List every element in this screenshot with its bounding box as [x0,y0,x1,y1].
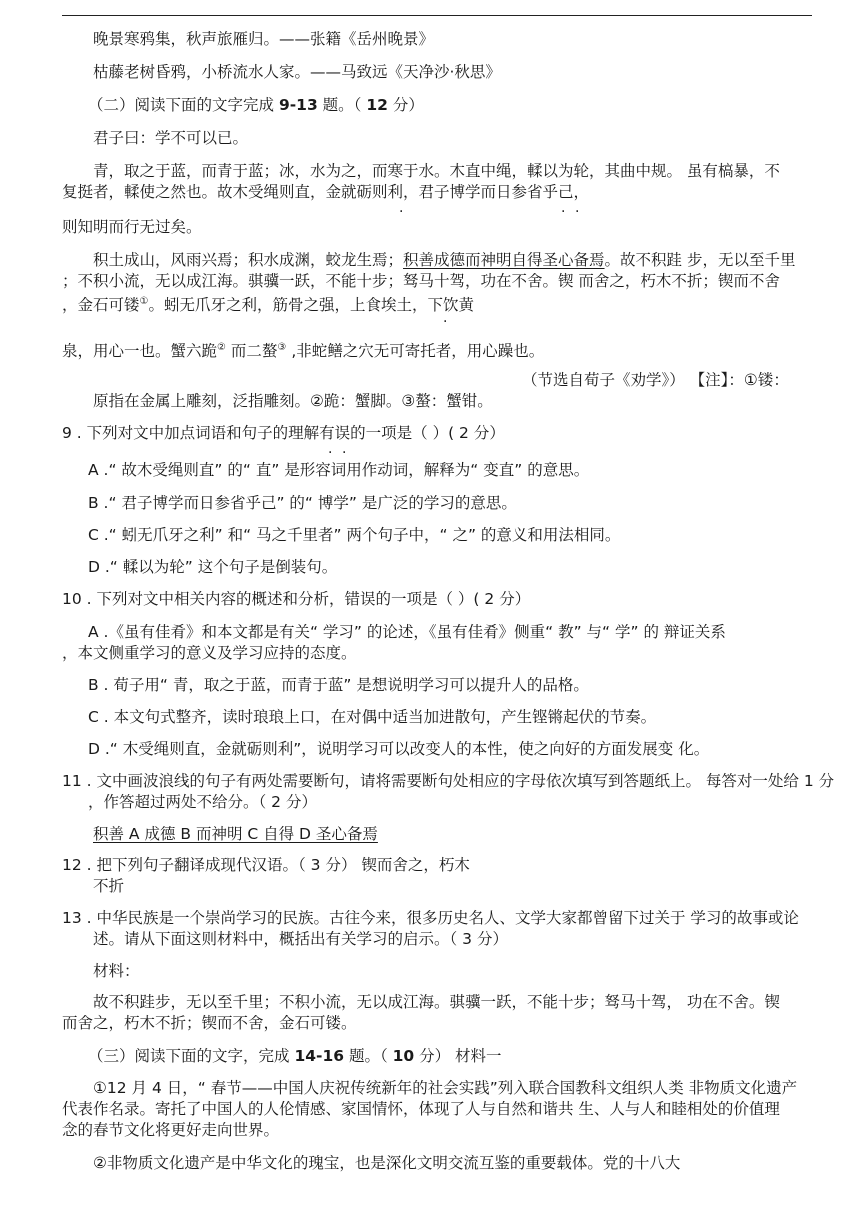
emphasis-dot: · [575,204,580,220]
question-9-option-b: B .“ 君子博学而日参省乎己” 的“ 博学” 是广泛的学习的意思。 [88,494,517,512]
material-1-line-2: 代表作名录。寄托了中国人的人伦情感、家国情怀，体现了人与自然和谐共 生、人与人和睦相处的价值理 [62,1100,780,1118]
question-10-option-b: B . 荀子用“ 青，取之于蓝，而青于蓝” 是想说明学习可以提升人的品格。 [88,676,589,694]
poem-line-2: 枯藤老树昏鸦，小桥流水人家。——马致远《天净沙·秋思》 [93,63,501,81]
question-13-line-2: 述。请从下面这则材料中，概括出有关学习的启示。（ 3 分） [93,930,508,948]
question-9-option-d: D .“ 輮以为轮” 这个句子是倒装句。 [88,558,338,576]
question-10-option-c: C . 本文句式整齐，读时琅琅上口，在对偶中适当加进散句，产生铿锵起伏的节奏。 [88,708,657,726]
wavy-underlined-sentence: 积善成德而神明自得圣心备焉 [403,251,605,269]
material-1-line-1: ①12 月 4 日，“ 春节——中国人庆祝传统新年的社会实践”列入联合国教科文组织人类 非物质文化遗产 [93,1079,798,1097]
emphasis-dot: · [342,445,347,461]
emphasis-dot: · [399,204,404,220]
material-1-line-3: 念的春节文化将更好走向世界。 [62,1121,280,1139]
question-9-stem: 9 . 下列对文中加点词语和句子的理解有误的一项是（ ）( 2 分） [62,424,505,442]
section-3-heading: （三）阅读下面的文字，完成 14-16 题。（ 10 分） 材料一 [88,1047,502,1065]
passage-p3-line-1: 积土成山，风雨兴焉；积水成渊，蛟龙生焉；积善成德而神明自得圣心备焉。故不积跬 步，无以至千里 [93,251,796,269]
material-1-line-4: ②非物质文化遗产是中华文化的瑰宝，也是深化文明交流互鉴的重要载体。党的十八大 [93,1154,681,1172]
emphasis-dot: · [328,445,333,461]
header-rule [62,15,812,16]
passage-p3-line-3: ，金石可镂①。蚓无爪牙之利，筋骨之强，上食埃土，下饮黄 [62,296,474,315]
question-10-stem: 10 . 下列对文中相关内容的概述和分析，错误的一项是（ ）( 2 分） [62,590,531,608]
question-12-line-2: 不折 [93,877,125,895]
poem-line-1: 晚景寒鸦集，秋声旅雁归。——张籍《岳州晚景》 [93,30,435,48]
question-10-option-a-line-2: ，本文侧重学习的意义及学习应持的态度。 [62,644,357,662]
passage-notes: 原指在金属上雕刻，泛指雕刻。②跪：蟹脚。③螯：蟹钳。 [93,392,493,410]
question-13-line-1: 13 . 中华民族是一个崇尚学习的民族。古往今来，很多历史名人、文学大家都曾留下过关于 学习的故事或论 [62,909,799,927]
question-13-material-label: 材料： [93,962,140,980]
passage-opening: 君子曰：学不可以已。 [93,129,249,147]
section-2-heading: （二）阅读下面的文字完成 9-13 题。（ 12 分） [88,96,424,114]
question-10-option-d: D .“ 木受绳则直，金就砺则利”，说明学习可以改变人的本性，使之向好的方面发展变 化。 [88,740,710,758]
passage-p2-line-3: 则知明而行无过矣。 [62,218,202,236]
question-13-material-line-1: 故不积跬步，无以至千里；不积小流，无以成江海。骐骥一跃，不能十步；驽马十驾， 功在不舍。锲 [93,993,780,1011]
question-11-line-2: ，作答超过两处不给分。（ 2 分） [88,793,317,811]
passage-p3-line-4: 泉，用心一也。蟹六跪② 而二螯③ ,非蛇鳝之穴无可寄托者，用心躁也。 [62,342,545,361]
question-9-option-a: A .“ 故木受绳则直” 的“ 直” 是形容词用作动词，解释为“ 变直” 的意思。 [88,461,590,479]
passage-p2-line-2: 复挺者，輮使之然也。故木受绳则直，金就砺则利，君子博学而日参省乎己， [62,183,590,201]
question-11-answer-sentence: 积善 A 成德 B 而神明 C 自得 D 圣心备焉 [93,825,378,843]
passage-source: （节选自荀子《劝学》） 【注】：①镂： [522,371,789,389]
question-13-material-line-2: 而舍之，朽木不折；锲而不舍，金石可镂。 [62,1014,357,1032]
question-12-line-1: 12 . 把下列句子翻译成现代汉语。（ 3 分） 锲而舍之，朽木 [62,856,470,874]
question-11-line-1: 11 . 文中画波浪线的句子有两处需要断句，请将需要断句处相应的字母依次填写到答题纸上。 每答对一处给 1 分 [62,772,835,790]
question-10-option-a-line-1: A .《虽有佳肴》和本文都是有关“ 学习” 的论述，《虽有佳肴》侧重“ 教” 与“ 学” 的 辩证关系 [88,623,726,641]
question-9-option-c: C .“ 蚓无爪牙之利” 和“ 马之千里者” 两个句子中，“ 之” 的意义和用法相同。 [88,526,621,544]
passage-p3-line-2: ；不积小流，无以成江海。骐骥一跃，不能十步；驽马十驾，功在不舍。锲 而舍之，朽木不折；锲而不舍 [62,272,780,290]
passage-p2-line-1: 青，取之于蓝，而青于蓝；冰，水为之，而寒于水。木直中绳，輮以为轮，其曲中规。 虽有槁暴，不 [93,162,780,180]
emphasis-dot: · [443,314,448,330]
emphasis-dot: · [561,204,566,220]
